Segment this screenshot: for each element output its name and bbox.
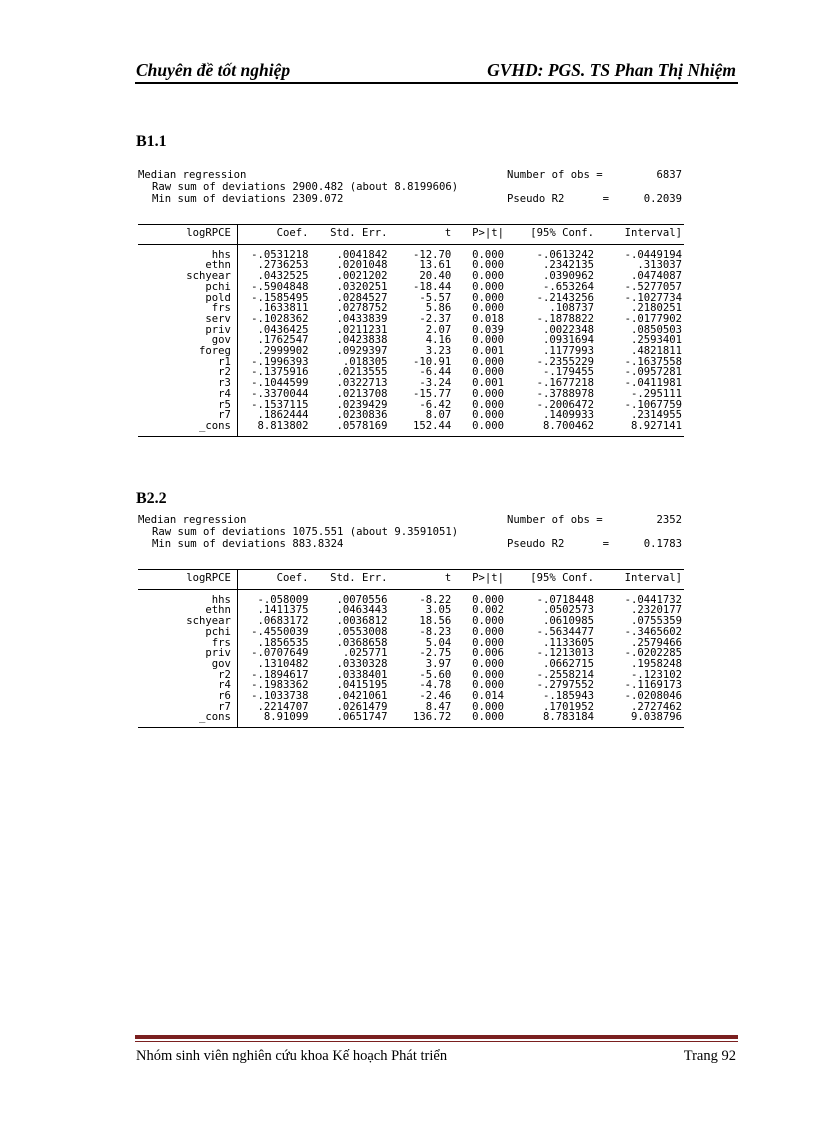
table-cell: -6.42 xyxy=(419,398,452,411)
table-cell: -.179455 xyxy=(543,366,595,379)
table-cell: .0278752 xyxy=(336,302,388,315)
table-cell: -4.78 xyxy=(419,679,452,692)
table-cell: .2180251 xyxy=(630,302,682,315)
table-cell: -.0707649 xyxy=(251,647,309,660)
variable-name: r2 xyxy=(138,670,237,681)
column-header: P>|t| xyxy=(472,227,504,239)
table-cell: .0021202 xyxy=(336,270,388,283)
table-cell: .0239429 xyxy=(336,398,388,411)
table-cell: .108737 xyxy=(549,302,595,315)
coefficient-table xyxy=(138,224,684,437)
table-cell: -.653264 xyxy=(543,280,595,293)
table-cell: -10.91 xyxy=(412,355,452,368)
table-cell: 0.039 xyxy=(472,323,504,336)
table-cell: -.5634477 xyxy=(536,625,595,638)
table-cell: .0338401 xyxy=(336,668,388,681)
table-cell: 3.97 xyxy=(425,657,452,670)
table-cell: 0.018 xyxy=(472,312,504,325)
table-cell: 0.000 xyxy=(472,668,504,681)
summary-title: Median regression xyxy=(138,514,247,526)
table-cell: -.1894617 xyxy=(251,668,309,681)
table-cell: .0415195 xyxy=(336,679,388,692)
table-cell: -5.60 xyxy=(419,668,452,681)
table-cell: .0463443 xyxy=(336,604,388,617)
table-cell: -.1027734 xyxy=(624,291,682,304)
table-cell: -.1585495 xyxy=(251,291,309,304)
table-cell: -8.23 xyxy=(419,625,452,638)
table-cell: .0432525 xyxy=(257,270,309,283)
table-cell: .2727462 xyxy=(630,700,682,713)
table-row xyxy=(138,244,684,260)
column-header: t xyxy=(444,572,452,584)
table-cell: 0.000 xyxy=(472,711,504,724)
variable-name: r3 xyxy=(138,378,237,389)
table-cell: .0261479 xyxy=(336,700,388,713)
table-cell: 0.000 xyxy=(472,387,504,400)
table-cell: -.1996393 xyxy=(251,355,309,368)
table-cell: .0553008 xyxy=(336,625,388,638)
column-header: Interval] xyxy=(624,227,682,239)
table-cell: .0368658 xyxy=(336,636,388,649)
table-cell: 0.000 xyxy=(472,615,504,628)
variable-name: r7 xyxy=(138,410,237,421)
table-cell: -.3370044 xyxy=(251,387,309,400)
header-right-title: GVHD: PGS. TS Phan Thị Nhiệm xyxy=(487,60,736,80)
table-cell: .0213555 xyxy=(336,366,388,379)
table-cell: -.0202285 xyxy=(624,647,682,660)
table-cell: 5.04 xyxy=(425,636,452,649)
variable-name: foreg xyxy=(138,346,237,357)
table-cell: -.295111 xyxy=(630,387,682,400)
table-cell: 136.72 xyxy=(412,711,452,724)
summary-min-deviations: Min sum of deviations 2309.072 xyxy=(152,193,344,205)
table-row xyxy=(138,712,684,727)
table-cell: 18.56 xyxy=(419,615,452,628)
table-cell: .0201048 xyxy=(336,259,388,272)
table-header-row xyxy=(138,570,684,590)
table-cell: 5.86 xyxy=(425,302,452,315)
table-cell: .0662715 xyxy=(543,657,595,670)
page-number: Trang 92 xyxy=(683,1048,736,1064)
table-cell: -6.44 xyxy=(419,366,452,379)
variable-name: pchi xyxy=(138,627,237,638)
table-cell: .0433839 xyxy=(336,312,388,325)
table-cell: 0.002 xyxy=(472,604,504,617)
table-cell: .1310482 xyxy=(257,657,309,670)
regression-output-b11 xyxy=(138,169,684,432)
pseudo-r2-value: 0.1783 xyxy=(643,538,682,550)
table-cell: 0.006 xyxy=(472,647,504,660)
table-cell: 8.07 xyxy=(425,409,452,422)
table-cell: 0.000 xyxy=(472,334,504,347)
table-cell: .0474087 xyxy=(630,270,682,283)
column-header: logRPCE xyxy=(138,225,237,245)
table-cell: -3.24 xyxy=(419,377,452,390)
table-cell: 0.000 xyxy=(472,593,504,606)
table-cell: .2593401 xyxy=(630,334,682,347)
variable-name: r5 xyxy=(138,400,237,411)
table-cell: .2736253 xyxy=(257,259,309,272)
table-cell: -12.70 xyxy=(412,248,452,261)
table-cell: .2999902 xyxy=(257,345,309,358)
table-cell: -.5277057 xyxy=(624,280,682,293)
table-cell: .0322713 xyxy=(336,377,388,390)
table-cell: 0.014 xyxy=(472,690,504,703)
column-header: Coef. xyxy=(276,227,309,239)
table-cell: .2320177 xyxy=(630,604,682,617)
variable-name: schyear xyxy=(138,271,237,282)
column-header: logRPCE xyxy=(138,570,237,590)
table-cell: -.1169173 xyxy=(624,679,682,692)
table-row xyxy=(138,282,684,293)
table-cell: -.0531218 xyxy=(251,248,309,261)
table-cell: 0.000 xyxy=(472,636,504,649)
variable-name: _cons xyxy=(138,421,237,436)
pseudo-r2-label: Pseudo R2 = xyxy=(507,538,610,550)
table-cell: 152.44 xyxy=(412,419,452,432)
variable-name: ethn xyxy=(138,605,237,616)
nobs-value: 6837 xyxy=(656,169,682,181)
table-cell: 0.001 xyxy=(472,345,504,358)
table-cell: 0.000 xyxy=(472,302,504,315)
regression-output-b22 xyxy=(138,514,684,724)
table-cell: -.1637558 xyxy=(624,355,682,368)
table-cell: 0.000 xyxy=(472,657,504,670)
footer-group-name: Nhóm sinh viên nghiên cứu khoa Kế hoạch Phát triển xyxy=(136,1048,448,1064)
table-cell: 0.000 xyxy=(472,679,504,692)
table-cell: 0.000 xyxy=(472,270,504,283)
table-cell: .0070556 xyxy=(336,593,388,606)
table-cell: -.1983362 xyxy=(251,679,309,692)
column-header: [95% Conf. xyxy=(530,227,595,239)
variable-name: schyear xyxy=(138,616,237,627)
variable-name: r4 xyxy=(138,680,237,691)
table-cell: 3.23 xyxy=(425,345,452,358)
footer-rule xyxy=(135,1035,738,1039)
table-cell: 0.000 xyxy=(472,248,504,261)
table-cell: -8.22 xyxy=(419,593,452,606)
table-cell: .1177993 xyxy=(543,345,595,358)
table-cell: -.0441732 xyxy=(624,593,682,606)
table-cell: .1862444 xyxy=(257,409,309,422)
table-cell: 2.07 xyxy=(425,323,452,336)
variable-name: ethn xyxy=(138,260,237,271)
table-cell: 8.927141 xyxy=(630,419,682,432)
variable-name: priv xyxy=(138,648,237,659)
summary-raw-deviations: Raw sum of deviations 1075.551 (about 9.3591051) xyxy=(152,526,459,538)
header-rule xyxy=(135,82,738,84)
coefficient-table xyxy=(138,569,684,728)
table-cell: -.1213013 xyxy=(536,647,595,660)
table-cell: 0.000 xyxy=(472,291,504,304)
table-cell: 0.000 xyxy=(472,355,504,368)
table-cell: -.0957281 xyxy=(624,366,682,379)
variable-name: r7 xyxy=(138,702,237,713)
table-cell: -.3788978 xyxy=(536,387,595,400)
table-cell: .4821811 xyxy=(630,345,682,358)
column-header: Coef. xyxy=(276,572,309,584)
variable-name: pchi xyxy=(138,282,237,293)
table-cell: .1701952 xyxy=(543,700,595,713)
column-header: t xyxy=(444,227,452,239)
section-title-b22: B2.2 xyxy=(136,490,167,507)
variable-name: frs xyxy=(138,303,237,314)
table-cell: .0390962 xyxy=(543,270,595,283)
table-row xyxy=(138,389,684,400)
table-row xyxy=(138,627,684,638)
table-cell: .2579466 xyxy=(630,636,682,649)
table-cell: .2342135 xyxy=(543,259,595,272)
table-cell: .0610985 xyxy=(543,615,595,628)
table-cell: .0330328 xyxy=(336,657,388,670)
variable-name: hhs xyxy=(138,244,237,260)
table-cell: .1409933 xyxy=(543,409,595,422)
table-cell: -.1028362 xyxy=(251,312,309,325)
table-cell: -2.46 xyxy=(419,690,452,703)
table-cell: -.0449194 xyxy=(624,248,682,261)
table-cell: 0.000 xyxy=(472,419,504,432)
nobs-label: Number of obs = xyxy=(507,169,603,181)
variable-name: priv xyxy=(138,325,237,336)
variable-name: gov xyxy=(138,659,237,670)
table-cell: 0.000 xyxy=(472,625,504,638)
table-cell: .0041842 xyxy=(336,248,388,261)
table-cell: -.2797552 xyxy=(536,679,595,692)
table-cell: -.0208046 xyxy=(624,690,682,703)
table-cell: .0683172 xyxy=(257,615,309,628)
table-cell: .0421061 xyxy=(336,690,388,703)
table-cell: -.185943 xyxy=(543,690,595,703)
variable-name: _cons xyxy=(138,712,237,727)
footer-rule-thin xyxy=(135,1041,738,1042)
table-cell: 8.47 xyxy=(425,700,452,713)
table-cell: -.2143256 xyxy=(536,291,595,304)
table-cell: -.2006472 xyxy=(536,398,595,411)
table-cell: -.1044599 xyxy=(251,377,309,390)
table-cell: .313037 xyxy=(637,259,682,272)
summary-title: Median regression xyxy=(138,169,247,181)
variable-name: r6 xyxy=(138,691,237,702)
table-cell: 8.813802 xyxy=(257,419,309,432)
table-cell: 0.000 xyxy=(472,280,504,293)
nobs-value: 2352 xyxy=(656,514,682,526)
column-header: Interval] xyxy=(624,572,682,584)
variable-name: serv xyxy=(138,314,237,325)
table-cell: .0213708 xyxy=(336,387,388,400)
table-cell: .0502573 xyxy=(543,604,595,617)
variable-name: pold xyxy=(138,293,237,304)
variable-name: r1 xyxy=(138,357,237,368)
table-cell: -.1878822 xyxy=(536,312,595,325)
table-cell: .0320251 xyxy=(336,280,388,293)
section-title-b11: B1.1 xyxy=(136,133,167,150)
column-header: P>|t| xyxy=(472,572,504,584)
column-header: Std. Err. xyxy=(330,572,388,584)
variable-name: frs xyxy=(138,638,237,649)
table-cell: .0022348 xyxy=(543,323,595,336)
table-cell: .0755359 xyxy=(630,615,682,628)
table-cell: .0929397 xyxy=(336,345,388,358)
table-cell: 8.783184 xyxy=(543,711,595,724)
variable-name: r2 xyxy=(138,367,237,378)
table-cell: 8.700462 xyxy=(543,419,595,432)
table-cell: -.1033738 xyxy=(251,690,309,703)
nobs-label: Number of obs = xyxy=(507,514,603,526)
table-cell: 0.000 xyxy=(472,366,504,379)
table-cell: 9.038796 xyxy=(630,711,682,724)
table-cell: 13.61 xyxy=(419,259,452,272)
variable-name: gov xyxy=(138,335,237,346)
table-cell: .2214707 xyxy=(257,700,309,713)
column-header: Std. Err. xyxy=(330,227,388,239)
table-cell: 4.16 xyxy=(425,334,452,347)
table-cell: -.0613242 xyxy=(536,248,595,261)
table-cell: -.1677218 xyxy=(536,377,595,390)
table-cell: 0.000 xyxy=(472,398,504,411)
table-cell: -2.37 xyxy=(419,312,452,325)
table-cell: .0436425 xyxy=(257,323,309,336)
table-cell: .025771 xyxy=(342,647,388,660)
table-cell: -.0718448 xyxy=(536,593,595,606)
table-cell: 3.05 xyxy=(425,604,452,617)
table-cell: .1958248 xyxy=(630,657,682,670)
table-cell: -.0177902 xyxy=(624,312,682,325)
table-cell: .0931694 xyxy=(543,334,595,347)
table-cell: .0651747 xyxy=(336,711,388,724)
table-cell: .1133605 xyxy=(543,636,595,649)
table-cell: -.2558214 xyxy=(536,668,595,681)
table-cell: 0.001 xyxy=(472,377,504,390)
regression-summary xyxy=(138,514,684,552)
table-cell: .0578169 xyxy=(336,419,388,432)
pseudo-r2-label: Pseudo R2 = xyxy=(507,193,610,205)
table-cell: -.1375916 xyxy=(251,366,309,379)
table-cell: .1411375 xyxy=(257,604,309,617)
table-cell: -.4550039 xyxy=(251,625,309,638)
table-cell: -18.44 xyxy=(412,280,452,293)
table-cell: -15.77 xyxy=(412,387,452,400)
summary-raw-deviations: Raw sum of deviations 2900.482 (about 8.8199606) xyxy=(152,181,459,193)
table-cell: -.5904848 xyxy=(251,280,309,293)
table-cell: .0211231 xyxy=(336,323,388,336)
summary-min-deviations: Min sum of deviations 883.8324 xyxy=(152,538,344,550)
table-header-row xyxy=(138,225,684,245)
table-cell: 0.000 xyxy=(472,700,504,713)
pseudo-r2-value: 0.2039 xyxy=(643,193,682,205)
header-left-title: Chuyên đề tốt nghiệp xyxy=(136,60,291,80)
table-cell: 0.000 xyxy=(472,409,504,422)
table-cell: .018305 xyxy=(342,355,388,368)
table-cell: .0284527 xyxy=(336,291,388,304)
regression-summary xyxy=(138,169,684,207)
table-cell: .1856535 xyxy=(257,636,309,649)
table-cell: .0850503 xyxy=(630,323,682,336)
table-cell: -.1537115 xyxy=(251,398,309,411)
table-cell: .0423838 xyxy=(336,334,388,347)
table-cell: .1633811 xyxy=(257,302,309,315)
table-row xyxy=(138,421,684,436)
table-cell: -.0411981 xyxy=(624,377,682,390)
table-cell: -.058009 xyxy=(257,593,309,606)
table-cell: .0230836 xyxy=(336,409,388,422)
table-cell: -.2355229 xyxy=(536,355,595,368)
table-cell: .2314955 xyxy=(630,409,682,422)
column-header: [95% Conf. xyxy=(530,572,595,584)
table-cell: 20.40 xyxy=(419,270,452,283)
table-cell: -.3465602 xyxy=(624,625,682,638)
table-cell: .0036812 xyxy=(336,615,388,628)
table-cell: 0.000 xyxy=(472,259,504,272)
table-cell: -5.57 xyxy=(419,291,452,304)
table-cell: -.1067759 xyxy=(624,398,682,411)
variable-name: r4 xyxy=(138,389,237,400)
variable-name: hhs xyxy=(138,589,237,605)
table-cell: .1762547 xyxy=(257,334,309,347)
table-cell: -2.75 xyxy=(419,647,452,660)
table-cell: 8.91099 xyxy=(263,711,309,724)
table-row xyxy=(138,589,684,605)
table-cell: -.123102 xyxy=(630,668,682,681)
